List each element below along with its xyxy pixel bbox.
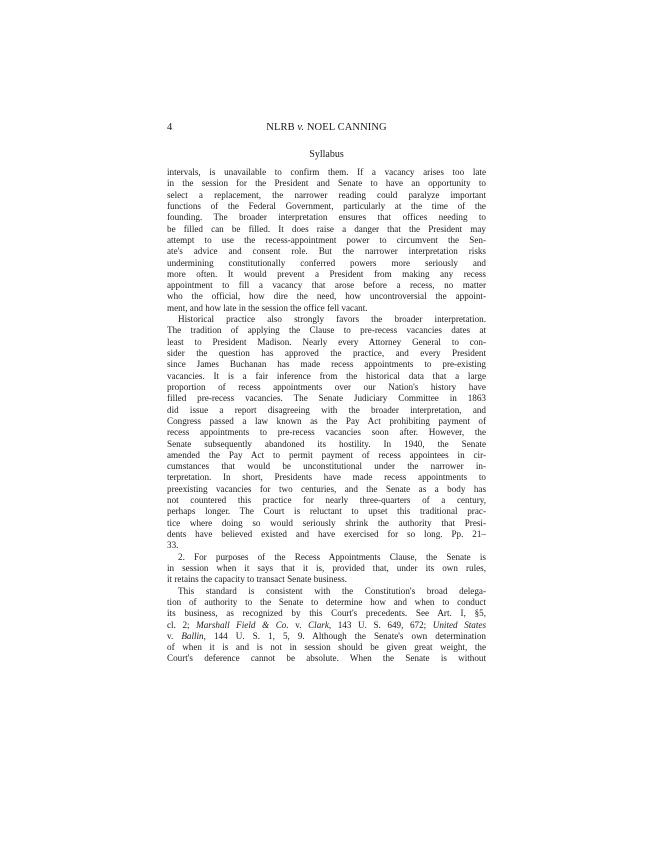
case-title: NLRB v. NOEL CANNING [266, 122, 387, 133]
text-line: recess appointments to pre-recess vacancies soon after. However, the [167, 427, 486, 438]
text-line: its business, as recognized by this Court's precedents. See Art. I, §5, [167, 608, 486, 619]
text-line: filled pre-recess vacancies. The Senate Judiciary Committee in 1863 [167, 393, 486, 404]
text-line: attempt to use the recess-appointment power to circumvent the Sen- [167, 234, 486, 245]
text-line: founding. The broader interpretation ensures that offices needing to [167, 212, 486, 223]
text-line: more often. It would prevent a President from making any recess [167, 268, 486, 279]
text-line: functions of the Federal Government, particularly at the time of the [167, 200, 486, 211]
syllabus-body [167, 167, 486, 665]
text-line: not countered this practice for nearly three-quarters of a century, [167, 495, 486, 506]
text-line: who the official, how dire the need, how uncontroversial the appoint- [167, 291, 486, 302]
text-line [167, 631, 486, 642]
text-line: sider the question has approved the practice, and every President [167, 348, 486, 358]
text-line: Court's deference cannot be absolute. When the Senate is without [167, 653, 486, 664]
text-line: 2. For purposes of the Recess Appointments Clause, the Senate is [178, 551, 486, 562]
text-line: proportion of recess appointments over our Nation's history have [167, 381, 486, 392]
text-line: be filled can be filled. It does raise a danger that the President may [167, 223, 486, 234]
text-run: v. [167, 630, 182, 641]
text-run: , 144 U. S. 1, 5, 9. Although the Senate's own determination [203, 630, 486, 641]
page-header [167, 121, 486, 135]
text-line: preexisting vacancies for two centuries, and the Senate as a body has [167, 483, 486, 494]
text-line: cumstances that would be unconstitutional under the narrower in- [167, 461, 486, 472]
text-line: tion of authority to the Senate to determine how and when to conduct [167, 596, 486, 607]
paragraph-1 [167, 167, 486, 314]
text-line: select a replacement, the narrower reading could paralyze important [167, 189, 486, 200]
text-line: This standard is consistent with the Constitution's broad delega- [178, 585, 486, 596]
case-name: Ballin [181, 630, 204, 641]
text-line [167, 620, 486, 631]
text-line: in session when it says that it is, provided that, under its own rules, [167, 562, 486, 573]
text-line: ate's advice and consent role. But the narrower interpretation risks [167, 246, 486, 257]
text-line: did issue a report disagreeing with the broader interpretation, and [167, 404, 486, 415]
text-line: in the session for the President and Senate to have an opportunity to [167, 178, 486, 189]
case-name: Clark [308, 619, 329, 630]
text-line: 33. [167, 540, 179, 551]
text-line: vacancies. It is a fair inference from the historical data that a large [167, 370, 486, 381]
text-line: least to President Madison. Nearly every Attorney General to con- [167, 336, 486, 347]
text-line: of when it is and is not in session should be given great weight, the [167, 642, 486, 653]
paragraph-4 [167, 586, 486, 665]
text-line: undermining constitutionally conferred powers more seriously and [167, 257, 486, 268]
text-line: Historical practice also strongly favors the broader interpretation. [178, 314, 486, 325]
text-run: v. [288, 619, 309, 630]
text-line: appointment to fill a vacancy that arose before a recess, no matter [167, 280, 486, 291]
text-run: cl. 2; [167, 619, 197, 630]
text-line: dents have believed existed and have exercised for so long. Pp. 21– [167, 529, 486, 539]
text-run: , 143 U. S. 649, 672; [328, 619, 433, 630]
text-line: perhaps longer. The Court is reluctant to upset this traditional prac- [167, 506, 486, 517]
text-line: intervals, is unavailable to confirm them. If a vacancy arises too late [167, 167, 486, 177]
text-line: ment, and how late in the session the office fell vacant. [167, 302, 368, 313]
case-name: Marshall Field & Co. [196, 619, 289, 630]
paragraph-2 [167, 314, 486, 552]
text-line: tice where doing so would seriously shrink the authority that Presi- [167, 517, 486, 528]
text-line: amended the Pay Act to permit payment of recess appointees in cir- [167, 449, 486, 460]
section-label: Syllabus [309, 149, 344, 160]
text-line: since James Buchanan has made recess appointments to pre-existing [167, 359, 486, 370]
text-line: Congress passed a law known as the Pay Act prohibiting payment of [167, 415, 486, 426]
page-number: 4 [167, 122, 173, 133]
text-line: Senate subsequently abandoned its hostility. In 1940, the Senate [167, 438, 486, 449]
paragraph-3 [167, 552, 486, 586]
text-line: it retains the capacity to transact Senate business. [167, 574, 347, 585]
case-name: United States [432, 619, 486, 630]
text-line: The tradition of applying the Clause to pre-recess vacancies dates at [167, 325, 486, 336]
text-line: terpretation. In short, Presidents have made recess appointments to [167, 472, 486, 483]
